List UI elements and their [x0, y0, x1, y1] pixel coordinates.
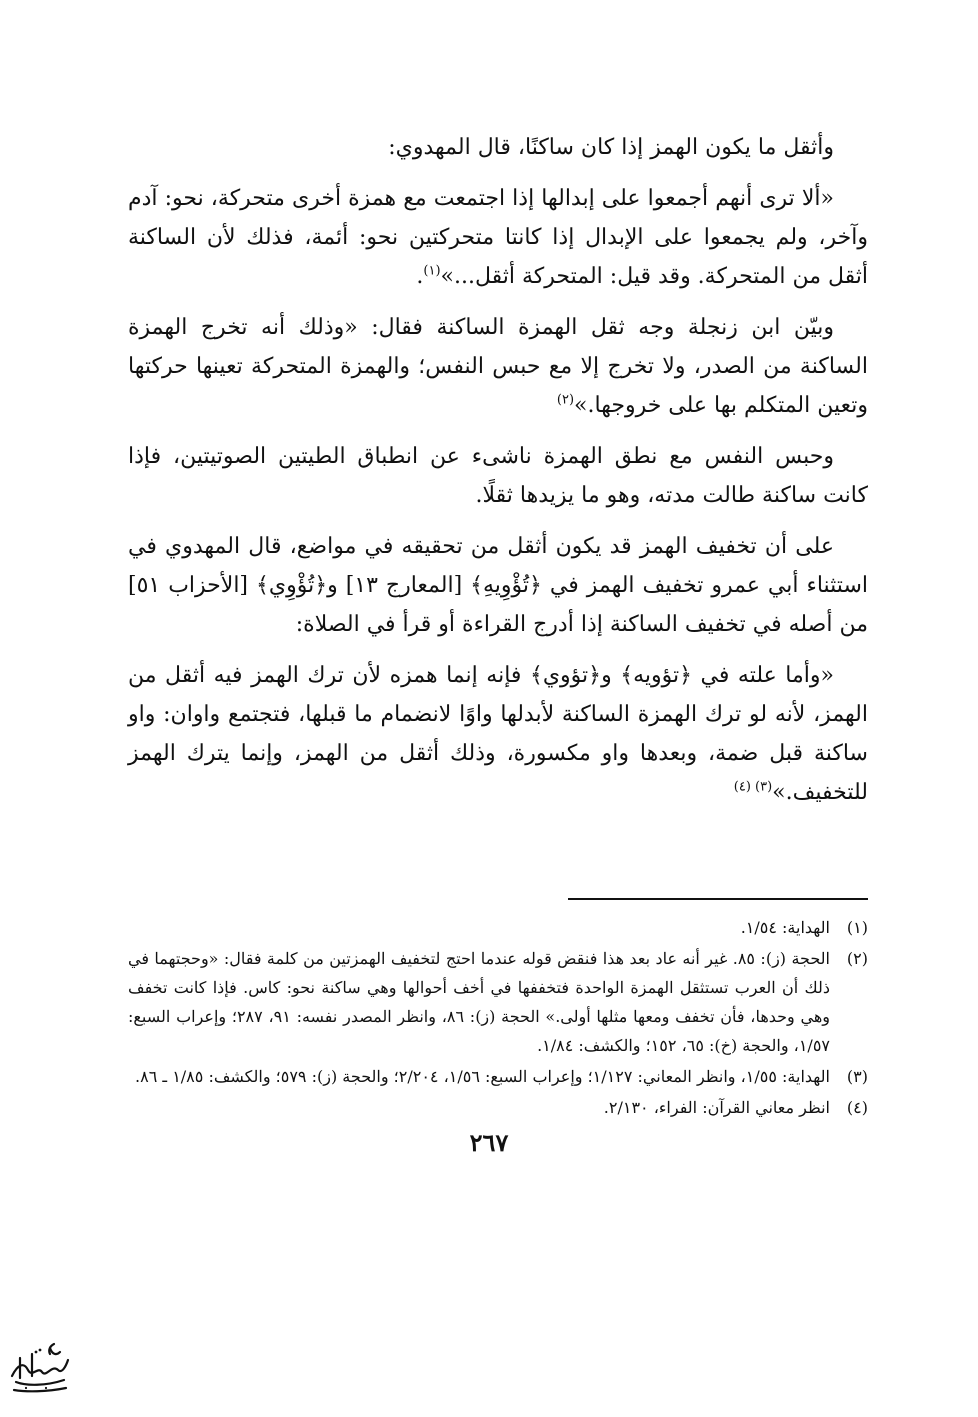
- footnote-ref-2: (٢): [556, 392, 575, 408]
- footnote-ref-3-4: (٣) (٤): [733, 779, 773, 795]
- footnote-3: [128, 1062, 868, 1091]
- footnote-text: انظر معاني القرآن: الفراء، ٢/١٣٠.: [603, 1098, 830, 1117]
- footnote-number: (٢): [846, 949, 868, 968]
- footnote-4: [128, 1093, 868, 1122]
- paragraph-5-text: على أن تخفيف الهمز قد يكون أثقل من تحقيقه في مواضع، قال المهدوي في استثناء أبي عمرو تخفيف الهمز في ﴿تُؤْوِيهِ﴾ [المعارج ١٣] و﴿تُؤْوِي﴾ [الأحزاب ٥١] من أصله في تخفيف الساكنة إذا أدرج القراءة أو قرأ في الصلاة:: [128, 534, 868, 637]
- footnote-2: [128, 944, 868, 1060]
- page-number: ٢٦٧: [469, 1128, 509, 1157]
- footnote-1: [128, 913, 868, 942]
- paragraph-3: [128, 308, 868, 425]
- paragraph-6-quote: [128, 656, 868, 812]
- footnote-number: (١): [846, 918, 868, 937]
- footnote-ref-1: (١): [423, 263, 441, 279]
- paragraph-1-text: وأثقل ما يكون الهمز إذا كان ساكنًا، قال المهدوي:: [388, 135, 834, 160]
- footnote-text: الهداية: ١/٥٤.: [740, 918, 830, 937]
- body-text: [128, 128, 868, 812]
- paragraph-4: [128, 437, 868, 515]
- footnote-text: الهداية: ١/٥٥، وانظر المعاني: ١/١٢٧؛ وإعراب السبع: ١/٥٦، ٢/٢٠٤؛ والحجة (ز): ٥٧٩؛ والكشف: ١/٨٥ ـ ٨٦.: [135, 1067, 830, 1086]
- paragraph-4-text: وحبس النفس مع نطق الهمزة ناشىء عن انطباق الطيتين الصوتيتين، فإذا كانت ساكنة طالت مدته، وهو ما يزيدها ثقلًا.: [128, 444, 868, 508]
- paragraph-2-text: «ألا ترى أنهم أجمعوا على إبدالها إذا اجتمعت مع همزة أخرى متحركة، نحو: آدم وآخر، ولم يجمعوا على الإبدال إذا كانتا متحركتين نحو: أئمة، فذلك لأن الساكنة أثقل من المتحركة. وقد قيل: المتحركة أثقل...»: [128, 186, 868, 289]
- footnotes: [128, 913, 868, 1124]
- footnote-number: (٤): [846, 1098, 868, 1117]
- footnote-number: (٣): [846, 1067, 868, 1086]
- paragraph-6-text: «وأما علته في ﴿تؤويه﴾ و﴿تؤوي﴾ فإنه إنما همزه لأن ترك الهمز فيه أثقل من الهمز، لأنه لو ترك الهمزة الساكنة لأبدلها واوًا لانضمام ما قبلها، فتجتمع واوان: واو ساكنة قبل ضمة، وبعدها واو مكسورة، وذلك أثقل من الهمز، وإنما يترك الهمز للتخفيف.»: [128, 663, 868, 805]
- paragraph-1: [128, 128, 868, 167]
- paragraph-5: [128, 527, 868, 644]
- footnote-divider: [568, 898, 868, 900]
- footnote-text: الحجة (ز): ٨٥. غير أنه عاد بعد هذا فنقض قوله عندما احتج لتخفيف الهمزتين من كلمة فقال: «وحجتهما في ذلك أن العرب تستثقل الهمزة الواحدة فتخففها في أخف أحوالها وهي ساكنة نحو: كاس. فإذا كانت تخفف وهي وحدها، فأن تخفف ومعها مثلها أولى.» الحجة (ز): ٨٦، وانظر المصدر نفسه: ٩١، ٢٨٧؛ وإعراب السبع: ١/٥٧، والحجة (خ): ٦٥، ١٥٢؛ والكشف: ١/٨٤.: [128, 949, 831, 1055]
- book-page: [128, 128, 868, 1117]
- paragraph-3-text: وبيّن ابن زنجلة وجه ثقل الهمزة الساكنة فقال: «وذلك أنه تخرج الهمزة الساكنة من الصدر، ولا تخرج إلا مع حبس النفس؛ والهمزة المتحركة تعينها حركتها وتعين المتكلم بها على خروجها.»: [128, 315, 868, 418]
- paragraph-2-quote: «ألا ترى أنهم أجمعوا على إبدالها إذا اجتمعت مع همزة أخرى متحركة، نحو: آدم وآخر، ولم يجمعوا على الإبدال إذا كانتا متحركتين نحو: أئمة، فذلك لأن الساكنة أثقل من المتحركة. وقد قيل: المتحركة أثقل...»$^{(١)}$.: [128, 186, 868, 289]
- calligraphic-watermark-icon: [6, 1336, 72, 1396]
